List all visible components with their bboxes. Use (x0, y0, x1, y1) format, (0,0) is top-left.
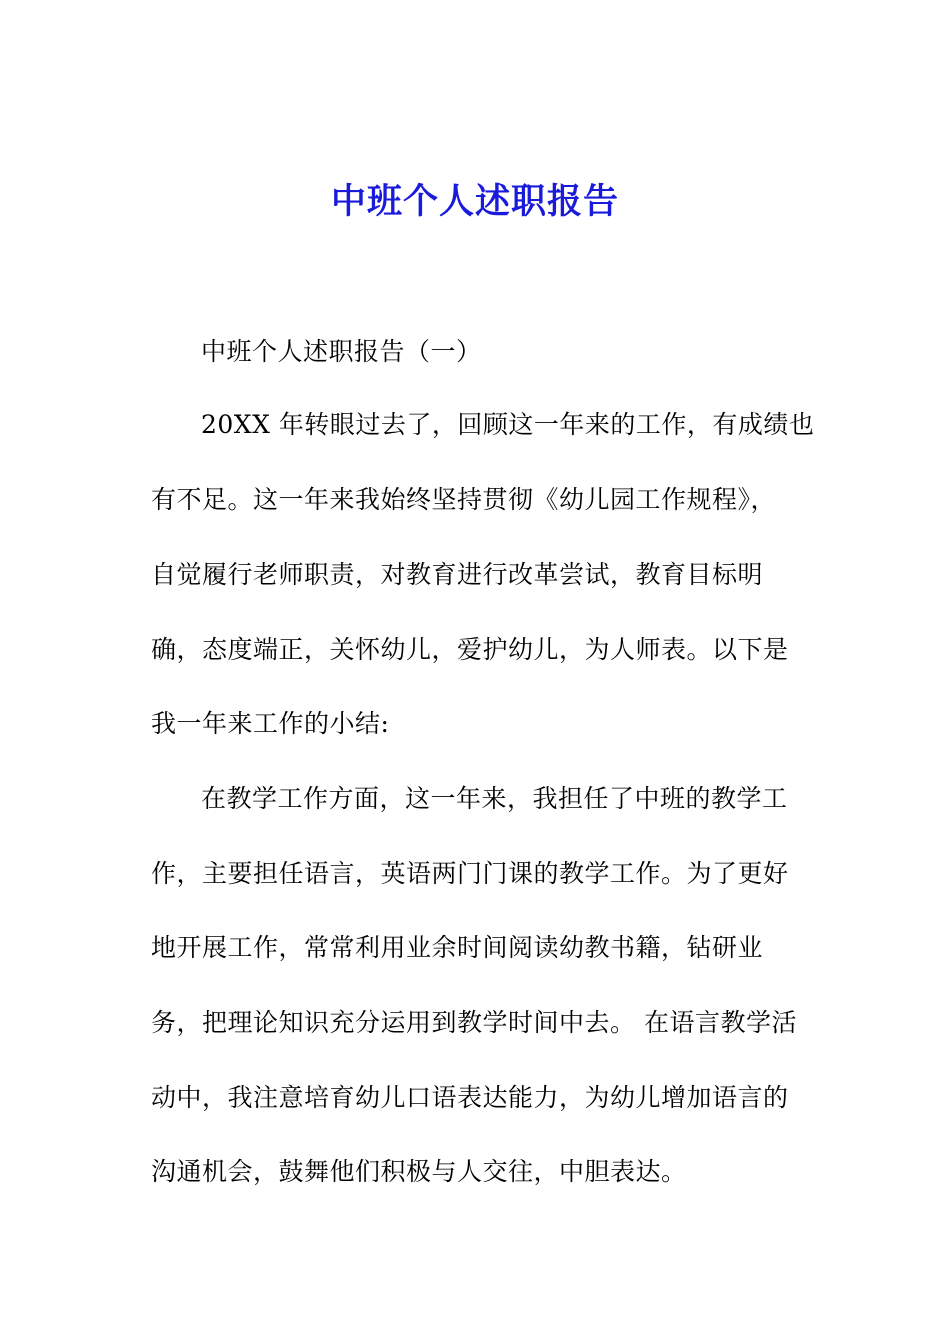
paragraph-line: 有不足。这一年来我始终坚持贯彻《幼儿园工作规程》， (151, 485, 777, 514)
paragraph-line: 我一年来工作的小结: (151, 709, 390, 738)
paragraph-line: 沟通机会，鼓舞他们积极与人交往，中胆表达。 (151, 1157, 687, 1186)
paragraph-line: 作，主要担任语言，英语两门门课的教学工作。为了更好 (151, 859, 789, 888)
paragraph-line: 确，态度端正，关怀幼儿，爱护幼儿，为人师表。以下是 (151, 635, 789, 664)
section-heading: 中班个人述职报告（一） (201, 337, 482, 366)
document-title: 中班个人述职报告 (330, 182, 619, 222)
paragraph-line: 在教学工作方面，这一年来，我担任了中班的教学工 (201, 784, 788, 813)
paragraph-line: 地开展工作，常常利用业余时间阅读幼教书籍，钻研业 (151, 933, 764, 962)
paragraph-line: 动中，我注意培育幼儿口语表达能力，为幼儿增加语言的 (151, 1083, 789, 1112)
paragraph-line: 自觉履行老师职责，对教育进行改革尝试，教育目标明 (151, 560, 764, 589)
paragraph-line: 务，把理论知识充分运用到教学时间中去。 在语言教学活 (151, 1008, 797, 1037)
paragraph-line: 20XX 年转眼过去了，回顾这一年来的工作，有成绩也 (201, 410, 815, 439)
